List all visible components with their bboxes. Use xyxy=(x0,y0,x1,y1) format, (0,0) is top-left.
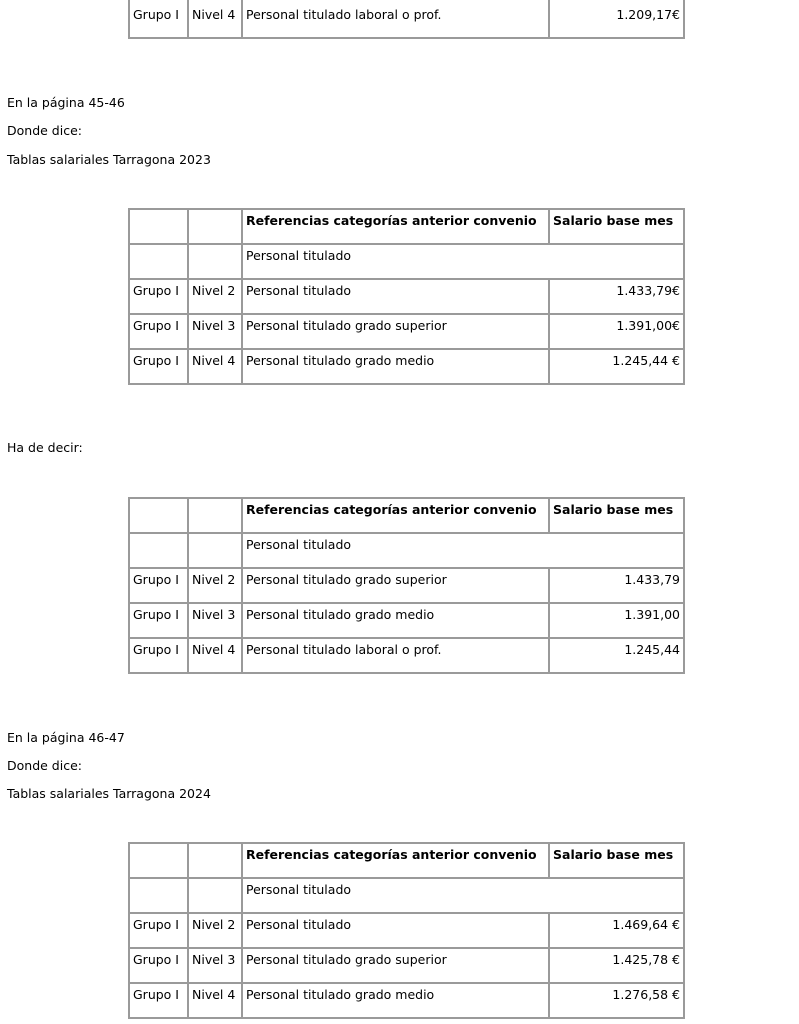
grupo-cell: Grupo I xyxy=(129,983,188,1018)
nivel-cell: Nivel 4 xyxy=(188,983,242,1018)
table-row xyxy=(129,638,684,673)
subheader-cell: Personal titulado xyxy=(242,533,684,568)
salary-table xyxy=(128,842,685,1019)
header-row xyxy=(129,843,684,878)
page-reference: En la página 45-46 xyxy=(7,95,125,110)
nivel-cell: Nivel 3 xyxy=(188,603,242,638)
donde-dice-label: Donde dice: xyxy=(7,758,82,773)
nivel-cell: Nivel 3 xyxy=(188,314,242,349)
table-row xyxy=(129,948,684,983)
salary-table xyxy=(128,497,685,674)
category-cell: Personal titulado xyxy=(242,279,549,314)
empty-header xyxy=(129,843,188,878)
nivel-cell: Nivel 2 xyxy=(188,913,242,948)
table-row xyxy=(129,0,684,38)
table-row xyxy=(129,983,684,1018)
table-title: Tablas salariales Tarragona 2023 xyxy=(7,152,211,167)
empty-cell xyxy=(188,533,242,568)
category-cell: Personal titulado grado medio xyxy=(242,349,549,384)
nivel-cell: Nivel 2 xyxy=(188,279,242,314)
table-row xyxy=(129,568,684,603)
grupo-cell: Grupo I xyxy=(129,568,188,603)
ref-header: Referencias categorías anterior convenio xyxy=(242,843,549,878)
empty-header xyxy=(129,498,188,533)
nivel-cell: Nivel 4 xyxy=(188,349,242,384)
ref-header: Referencias categorías anterior convenio xyxy=(242,209,549,244)
salary-cell: 1.391,00 xyxy=(549,603,684,638)
subheader-row xyxy=(129,244,684,279)
ref-header: Referencias categorías anterior convenio xyxy=(242,498,549,533)
salary-cell: 1.469,64 € xyxy=(549,913,684,948)
grupo-cell: Grupo I xyxy=(129,913,188,948)
header-row xyxy=(129,498,684,533)
grupo-cell: Grupo I xyxy=(129,349,188,384)
nivel-cell: Nivel 4 xyxy=(188,0,242,38)
empty-cell xyxy=(188,878,242,913)
salary-cell: 1.209,17€ xyxy=(549,0,684,38)
category-cell: Personal titulado grado medio xyxy=(242,603,549,638)
donde-dice-label: Donde dice: xyxy=(7,123,82,138)
ha-de-decir-label: Ha de decir: xyxy=(7,440,83,455)
table-title: Tablas salariales Tarragona 2024 xyxy=(7,786,211,801)
grupo-cell: Grupo I xyxy=(129,0,188,38)
category-cell: Personal titulado laboral o prof. xyxy=(242,638,549,673)
category-cell: Personal titulado grado superior xyxy=(242,948,549,983)
empty-cell xyxy=(188,244,242,279)
empty-header xyxy=(129,209,188,244)
subheader-cell: Personal titulado xyxy=(242,244,684,279)
category-cell: Personal titulado xyxy=(242,913,549,948)
empty-header xyxy=(188,843,242,878)
grupo-cell: Grupo I xyxy=(129,279,188,314)
subheader-row xyxy=(129,533,684,568)
category-cell: Personal titulado grado medio xyxy=(242,983,549,1018)
salary-header: Salario base mes xyxy=(549,843,684,878)
empty-cell xyxy=(129,533,188,568)
salary-cell: 1.245,44 € xyxy=(549,349,684,384)
table-row xyxy=(129,603,684,638)
salary-cell: 1.276,58 € xyxy=(549,983,684,1018)
salary-header: Salario base mes xyxy=(549,209,684,244)
grupo-cell: Grupo I xyxy=(129,638,188,673)
empty-cell xyxy=(129,878,188,913)
salary-cell: 1.391,00€ xyxy=(549,314,684,349)
nivel-cell: Nivel 2 xyxy=(188,568,242,603)
salary-cell: 1.433,79€ xyxy=(549,279,684,314)
salary-table-partial xyxy=(128,0,685,39)
table-row xyxy=(129,314,684,349)
salary-header: Salario base mes xyxy=(549,498,684,533)
empty-header xyxy=(188,209,242,244)
table-row xyxy=(129,279,684,314)
empty-header xyxy=(188,498,242,533)
salary-cell: 1.245,44 xyxy=(549,638,684,673)
page-reference: En la página 46-47 xyxy=(7,730,125,745)
subheader-cell: Personal titulado xyxy=(242,878,684,913)
grupo-cell: Grupo I xyxy=(129,948,188,983)
category-cell: Personal titulado grado superior xyxy=(242,314,549,349)
salary-cell: 1.425,78 € xyxy=(549,948,684,983)
grupo-cell: Grupo I xyxy=(129,314,188,349)
empty-cell xyxy=(129,244,188,279)
salary-table xyxy=(128,208,685,385)
grupo-cell: Grupo I xyxy=(129,603,188,638)
nivel-cell: Nivel 3 xyxy=(188,948,242,983)
category-cell: Personal titulado laboral o prof. xyxy=(242,0,549,38)
salary-cell: 1.433,79 xyxy=(549,568,684,603)
subheader-row xyxy=(129,878,684,913)
header-row xyxy=(129,209,684,244)
table-row xyxy=(129,349,684,384)
nivel-cell: Nivel 4 xyxy=(188,638,242,673)
table-row xyxy=(129,913,684,948)
category-cell: Personal titulado grado superior xyxy=(242,568,549,603)
